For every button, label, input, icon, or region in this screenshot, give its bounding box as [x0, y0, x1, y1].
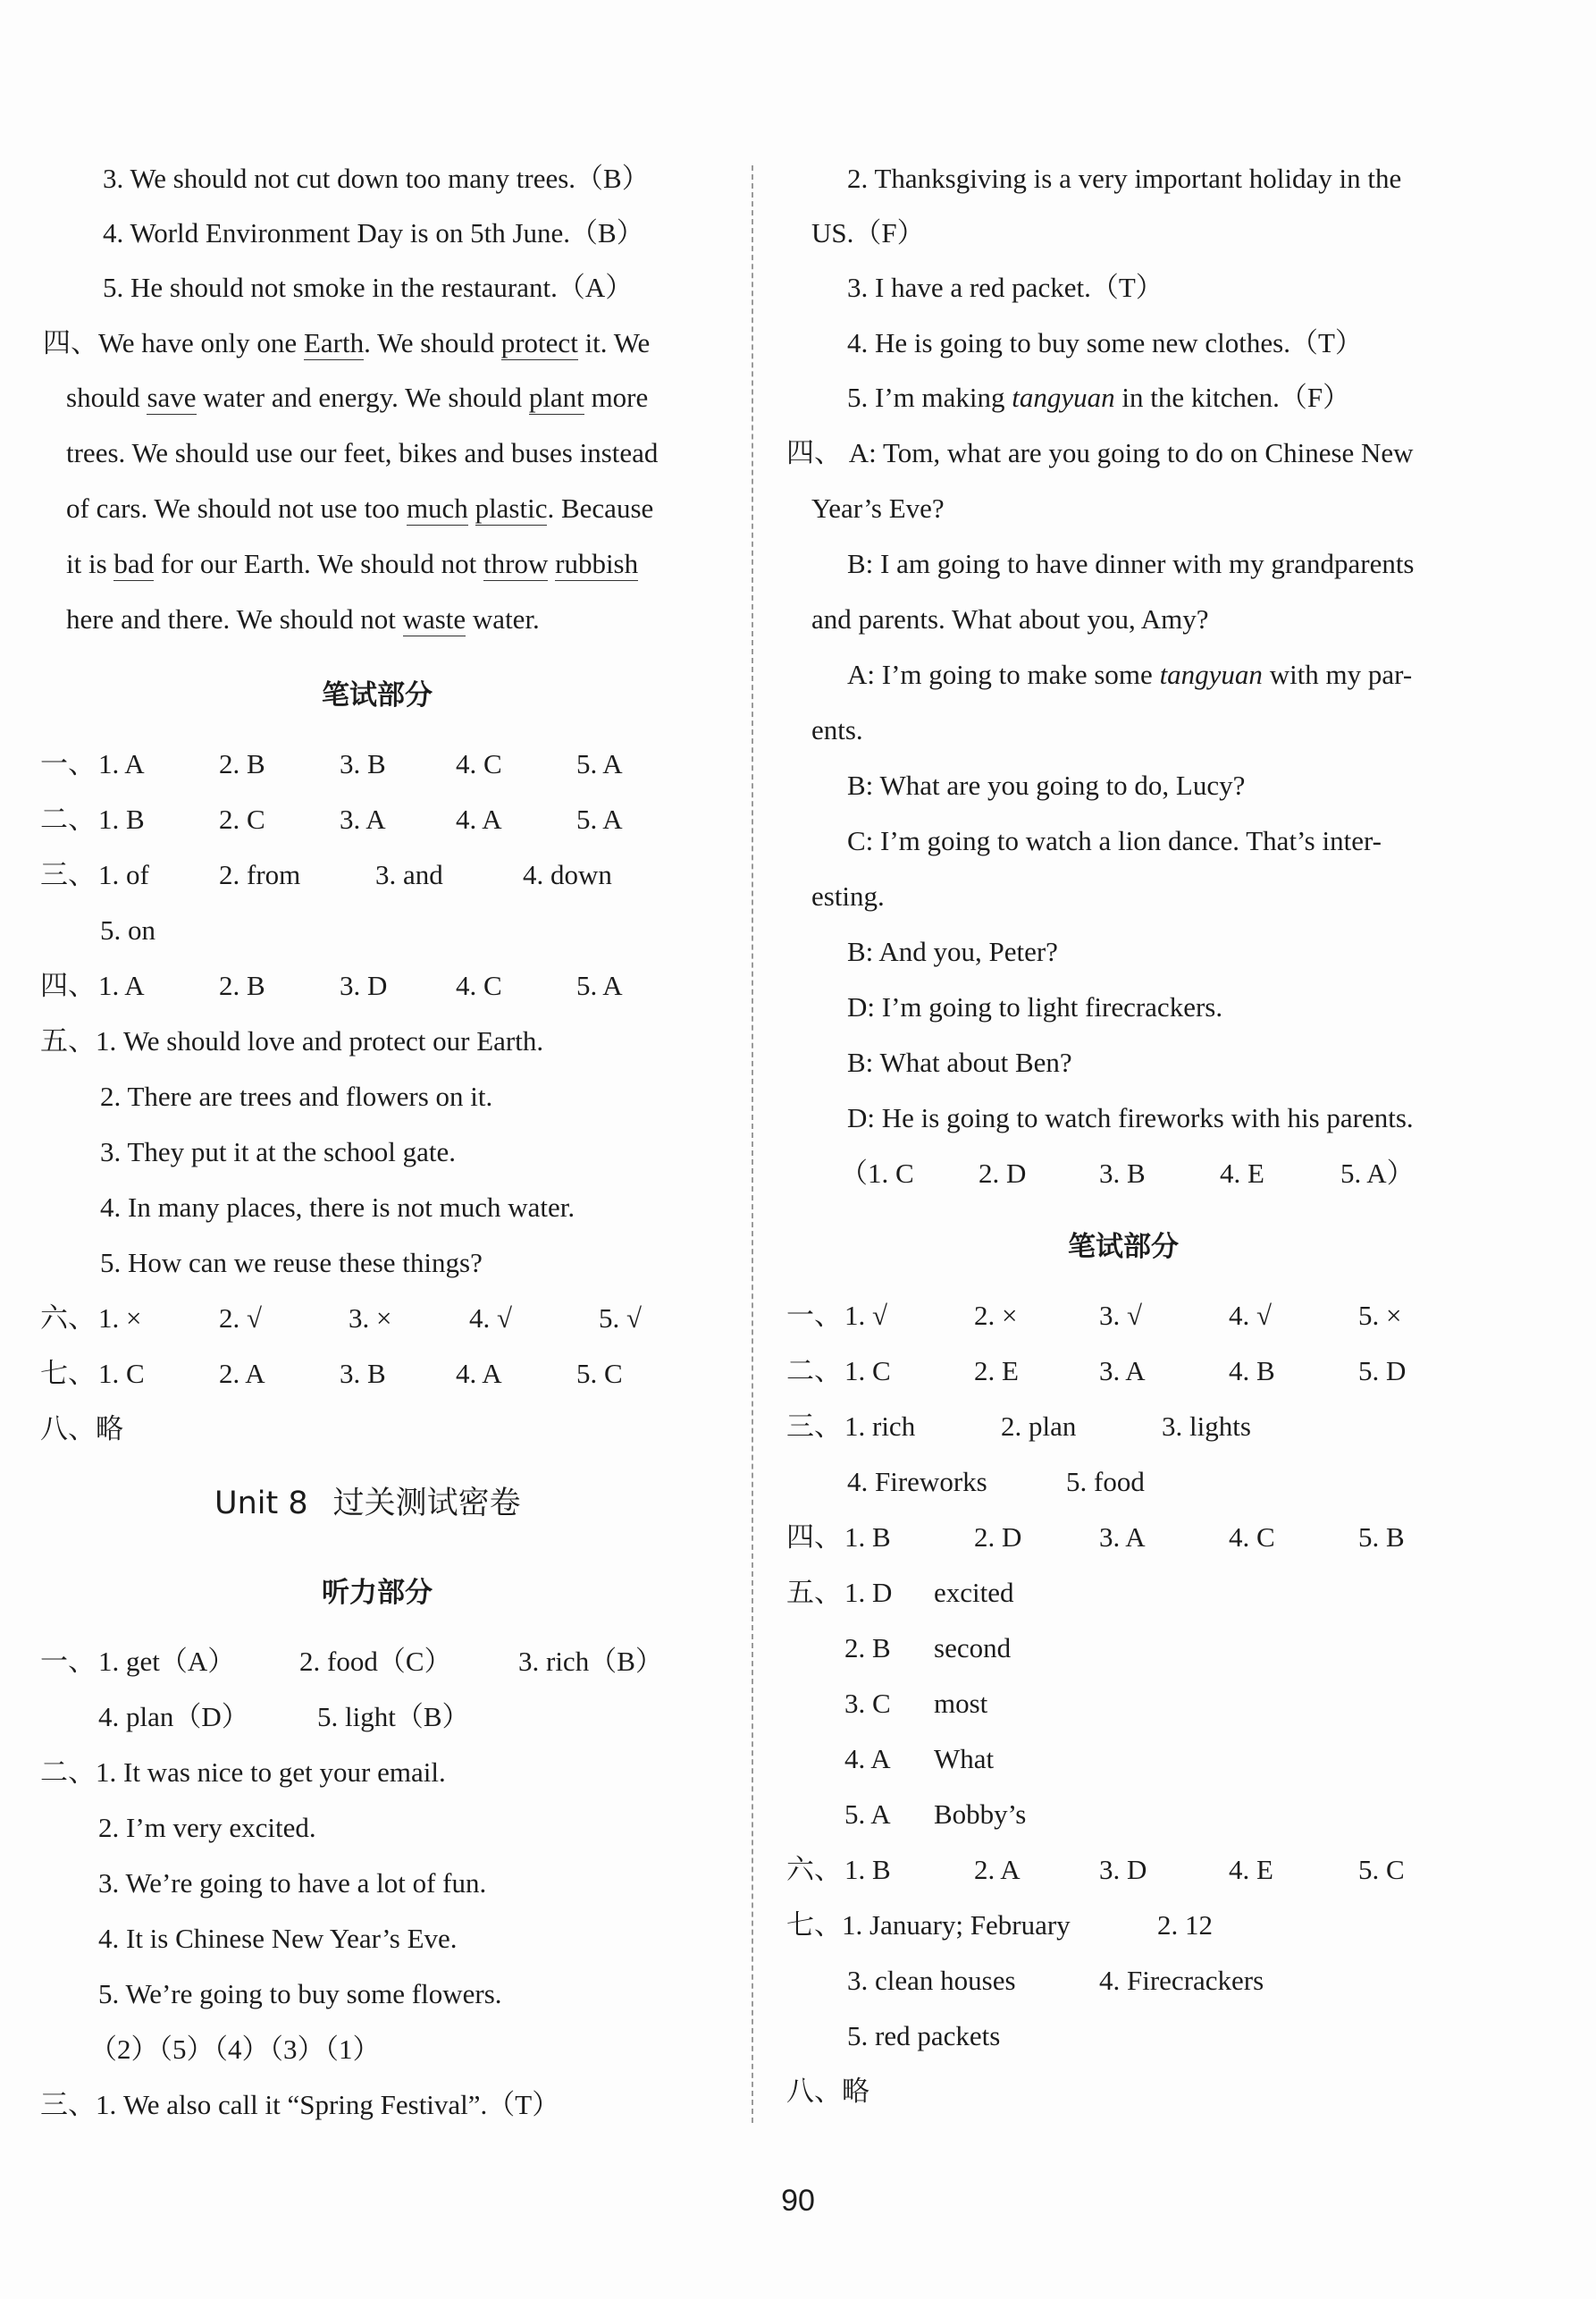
filled-blank: Earth	[303, 327, 365, 358]
filled-blank: much	[406, 493, 468, 524]
filled-blank: protect	[500, 327, 578, 358]
dialogue-line: B: What are you going to do, Lucy?	[847, 770, 1246, 801]
answer-line: US.（F）	[811, 217, 925, 248]
answer-line: 3. We’re going to have a lot of fun.	[98, 1867, 487, 1899]
answer-line: 4. World Environment Day is on 5th June.（B）	[103, 217, 644, 248]
page-number: 90	[781, 2184, 815, 2218]
dialogue-line: ents.	[811, 714, 863, 745]
answer-line: 5. red packets	[847, 2020, 1001, 2051]
dialogue-line: C: I’m going to watch a lion dance. That’s inter-	[847, 825, 1382, 856]
dialogue-line: Year’s Eve?	[811, 493, 945, 524]
section-heading: 听力部分	[322, 1577, 433, 1609]
unit-title: Unit 8 过关测试密卷	[214, 1486, 521, 1521]
answer-key-page: 3. We should not cut down too many trees.（B） 4. World Environment Day is on 5th June.（B） 5. He should not smoke in the restaurant.（A） 四、We have only one Earth. We should protect it. We should save water and energy. We should plant more trees. We should use our feet, bikes and buses instead of cars. We should not use too much plastic. Because it is bad for our Earth. We should not throw rubbish here and there. We should not waste water. 笔试部分 一、 1. A 2. B 3. B 4. C 5. A 二、 1. B 2. C 3. A 4. A 5. A 三、 1. of 2. from 3. and 4. down 5. on 四、 1. A 2. B 3. D 4. C 5. A 五、1. We should love and protect our Earth. 2. There are trees and flowers on it. 3. They put it at the school gate. 4. In many places, there is not much water. 5. How can we reuse these things? 六、 1. × 2. √ 3. × 4. √ 5. √ 七、 1. C 2. A 3. B 4. A 5. C 八、略 Unit 8 过关测试密卷 听力部分 一、 1. get（A） 2. food（C） 3. rich（B） 4. plan（D） 5. light（B） 二、1. It was nice to get your email. 2. I’m very excited. 3. We’re going to have a lot of fun. 4. It is Chinese New Year’s Eve. 5. We’re going to buy some flowers. （2）（5）（4）（3）（1） 三、1. We also call it “Spring Festival”.（T） 2. Thanksgiving is a very important holiday in the US.（F） 3. I have a red packet.（T） 4. He is going to buy some new clothes.（T） 5. I’m making tangyuan in the kitchen.（F） 四、 A: Tom, what are you going to do on Chinese New Year’s Eve? B: I am going to have dinner with my grandparents and parents. What about you, Amy? A: I’m going to make some tangyuan with my par- ents. B: What are you going to do, Lucy? C: I’m going to watch a lion dance. That’s inter- esting. B: And you, Peter? D: I’m going to light firecrackers. B: What about Ben? D: He is going to watch fireworks with his parents. （1. C 2. D 3. B 4. E 5. A） 笔试部分 一、 1. √ 2. × 3. √ 4. √ 5. × 二、 1. C 2. E 3. A 4. B 5. D 三、 1. rich 2. plan 3. lights 4. Fireworks 5. food 四、 1. B 2. D 3. A 4. C 5. B 五、 1. D excited 2. B second 3. C most 4. A What 5. A Bobby’s 六、 1. B 2. A 3. D 4. E 5. C 七、1. January; February 2. 12 3. clean houses 4. Firecrackers 5. red packets 八、略 90	[0, 0, 1596, 2299]
answer-line: 4. It is Chinese New Year’s Eve.	[98, 1923, 458, 1954]
filled-blank: throw	[483, 548, 549, 579]
dialogue-line: 四、 A: Tom, what are you going to do on Chinese New	[786, 437, 1414, 468]
filled-blank: plastic	[475, 493, 548, 524]
dialogue-line: D: I’m going to light firecrackers.	[847, 991, 1223, 1023]
dialogue-line: esting.	[811, 880, 885, 912]
dialogue-line: B: I am going to have dinner with my grandparents	[847, 548, 1415, 579]
answer-line: 5. We’re going to buy some flowers.	[98, 1978, 502, 2009]
answer-line: 二、1. It was nice to get your email.	[40, 1756, 446, 1788]
answer-line: 八、略	[40, 1413, 123, 1444]
dialogue-line: A: I’m going to make some tangyuan with my par-	[847, 659, 1413, 690]
column-divider	[752, 165, 753, 2123]
answer-line: 3. They put it at the school gate.	[100, 1136, 457, 1167]
answer-line: 5. I’m making tangyuan in the kitchen.（F）	[847, 382, 1351, 413]
answer-line: 3. I have a red packet.（T）	[847, 272, 1163, 303]
dialogue-line: B: And you, Peter?	[847, 936, 1058, 967]
dialogue-line: D: He is going to watch fireworks with his parents.	[847, 1102, 1414, 1133]
filled-blank: rubbish	[555, 548, 639, 579]
answer-line: （2）（5）（4）（3）（1）	[89, 2034, 381, 2065]
answer-line: 5. on	[100, 914, 155, 946]
answer-line: 5. How can we reuse these things?	[100, 1247, 483, 1278]
filled-blank: save	[147, 382, 197, 413]
answer-line: 八、略	[786, 2076, 869, 2107]
answer-line: 4. He is going to buy some new clothes.（T）	[847, 327, 1363, 358]
cloze-line: here and there. We should not waste water.	[66, 603, 540, 635]
dialogue-line: B: What about Ben?	[847, 1047, 1072, 1078]
answer-line: 2. Thanksgiving is a very important holiday in the	[847, 163, 1402, 194]
dialogue-line: and parents. What about you, Amy?	[811, 603, 1209, 635]
cloze-line: should save water and energy. We should plant more	[66, 382, 649, 413]
cloze-line: 四、We have only one Earth. We should protect it. We	[43, 327, 651, 358]
answer-line: 五、1. We should love and protect our Earth.	[40, 1025, 544, 1057]
cloze-line: it is bad for our Earth. We should not throw rubbish	[66, 548, 639, 579]
cloze-line: of cars. We should not use too much plastic. Because	[66, 493, 654, 524]
answer-line: 4. In many places, there is not much water.	[100, 1192, 575, 1223]
answer-line: 3. We should not cut down too many trees.（B）	[103, 163, 650, 194]
filled-blank: plant	[528, 382, 584, 413]
section-heading: 笔试部分	[1068, 1231, 1179, 1263]
answer-line: 2. There are trees and flowers on it.	[100, 1081, 493, 1112]
cloze-line: trees. We should use our feet, bikes and buses instead	[66, 437, 659, 468]
filled-blank: waste	[402, 603, 466, 635]
answer-line: 5. He should not smoke in the restaurant.（A）	[103, 272, 634, 303]
answer-line: 2. I’m very excited.	[98, 1812, 316, 1843]
answer-line: 三、1. We also call it “Spring Festival”.（T）	[40, 2089, 560, 2120]
section-heading: 笔试部分	[322, 679, 433, 712]
filled-blank: bad	[113, 548, 155, 579]
